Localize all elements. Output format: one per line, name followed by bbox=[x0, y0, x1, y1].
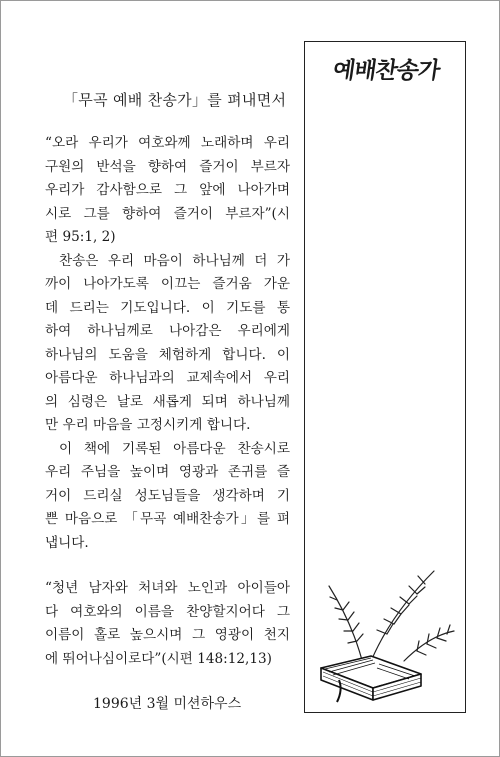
preface-paragraph-4 bbox=[45, 577, 290, 671]
text-line: 이름이 홀로 높으시며 그 영광이 천지 bbox=[45, 627, 290, 643]
side-panel bbox=[304, 41, 466, 713]
preface-column bbox=[45, 89, 290, 713]
text-line: 의 심령은 날로 새롭게 되며 하나님께 bbox=[45, 393, 290, 410]
text-line: 냅니다. bbox=[45, 534, 89, 551]
text-line: 우리가 감사함으로 그 앞에 나아가며 bbox=[45, 182, 290, 198]
preface-paragraph-2 bbox=[45, 250, 290, 438]
text-line: 찬송은 우리 마음이 하나님께 더 가 bbox=[59, 252, 290, 269]
preface-title: 「무곡 예배 찬송가」를 펴내면서 bbox=[63, 91, 287, 109]
preface-paragraph-1 bbox=[45, 132, 290, 250]
text-line: 구원의 반석을 향하여 즐거이 부르자 bbox=[45, 158, 290, 175]
text-line: 이 책에 기록된 아름다운 찬송시로 bbox=[59, 440, 290, 457]
text-line: 만 우리 마음을 고정시키게 합니다. bbox=[45, 417, 251, 433]
text-line: 편 95:1, 2) bbox=[45, 229, 116, 245]
text-line: 아름다운 하나님과의 교제속에서 우리 bbox=[45, 370, 290, 386]
text-line: 시로 그를 향하여 즐거이 부르자”(시 bbox=[45, 205, 290, 222]
text-line: 하나님의 도움을 체험하게 합니다. 이 bbox=[45, 346, 290, 363]
text-line: 다 여호와의 이름을 찬양할지어다 그 bbox=[45, 603, 290, 620]
bible-wheat-illustration bbox=[309, 556, 459, 706]
preface-paragraph-3 bbox=[45, 438, 290, 556]
text-line: “청년 남자와 처녀와 노인과 아이들아 bbox=[45, 580, 290, 596]
text-line: 우리 주님을 높이며 영광과 존귀를 즐 bbox=[45, 464, 290, 480]
date-publisher: 1996년 3월 미션하우스 bbox=[93, 696, 242, 712]
text-line: 거이 드리실 성도님들을 생각하며 기 bbox=[45, 487, 290, 504]
hymnal-title-logo: 예배찬송가 bbox=[331, 58, 442, 84]
text-line: 하여 하나님께로 나아감은 우리에게 bbox=[45, 323, 290, 339]
text-line: 쁜 마음으로 「무곡 예배찬송가」를 펴 bbox=[45, 511, 290, 527]
text-line: 데 드리는 기도입니다. 이 기도를 통 bbox=[45, 299, 290, 316]
text-line: 까이 나아가도록 이끄는 즐거움 가운 bbox=[45, 276, 290, 292]
text-line: 에 뛰어나심이로다”(시편 148:12,13) bbox=[45, 650, 272, 667]
text-line: “오라 우리가 여호와께 노래하며 우리 bbox=[45, 135, 290, 151]
